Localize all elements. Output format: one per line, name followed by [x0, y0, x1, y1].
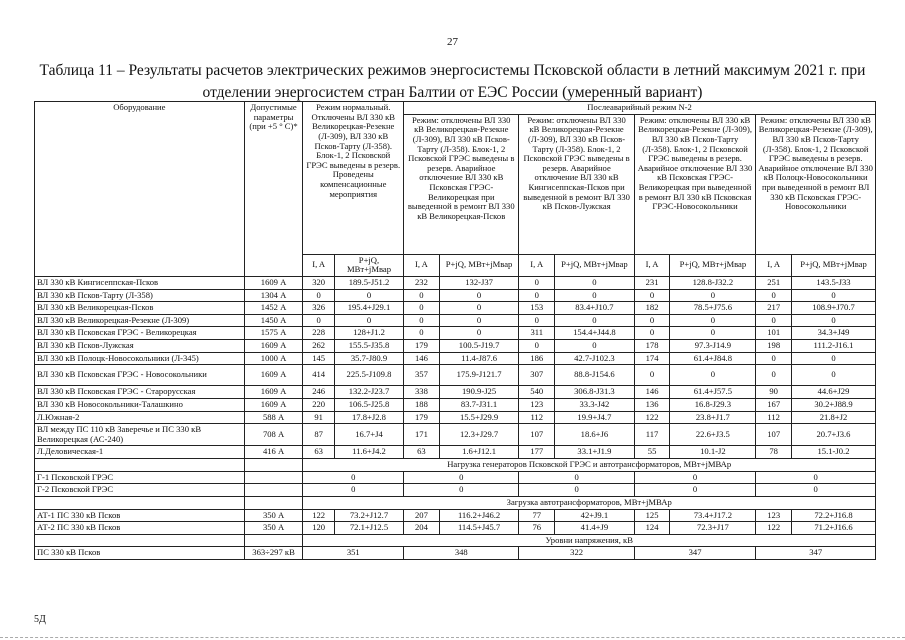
table-cell: 708 А: [244, 424, 303, 446]
table-cell: 0: [519, 276, 555, 289]
table-cell: 112: [519, 411, 555, 424]
table-cell: 0: [404, 314, 440, 327]
table-title: [20, 60, 885, 104]
table-cell: [244, 484, 303, 497]
table-cell: 1609 А: [244, 276, 303, 289]
section-voltage: [35, 534, 876, 547]
table-cell: 72.1+J12.5: [334, 522, 403, 535]
table-cell: 108.9+J70.7: [792, 302, 876, 315]
table-cell: 1575 А: [244, 327, 303, 340]
table-cell: 0: [670, 289, 756, 302]
table-cell: 225.5-J109.8: [334, 365, 403, 386]
header-current: I, A: [519, 254, 555, 276]
table-row: [35, 522, 876, 535]
table-cell: 76: [519, 522, 555, 535]
table-cell: 136: [634, 398, 670, 411]
table-cell: 34.3+J49: [792, 327, 876, 340]
table-cell: 357: [404, 365, 440, 386]
table-cell: 0: [634, 289, 670, 302]
table-cell: 19.9+J4.7: [555, 411, 635, 424]
header-mode-2: Режим: отключены ВЛ 330 кВ Великорецкая-Резекне (Л-309), ВЛ 330 кВ Псков-Тарту (Л-358). Блок-1, 2 Псковской ГРЭС выведены в резерв. Аварийное отключение ВЛ 330 кВ Кингисеппская-Псков при выведенной в ремонт ВЛ 330 кВ Псков-Лужская: [519, 114, 634, 254]
table-cell: 122: [756, 522, 792, 535]
row-label: ВЛ 330 кВ Полоцк-Новосокольники (Л-345): [35, 352, 245, 365]
row-label: ВЛ 330 кВ Великорецкая-Резекне (Л-309): [35, 314, 245, 327]
table-cell: 0: [519, 471, 634, 484]
table-cell: 16.7+J4: [334, 424, 403, 446]
table-cell: 16.8-J29.3: [670, 398, 756, 411]
table-cell: 351: [303, 547, 404, 560]
table-cell: 0: [792, 365, 876, 386]
table-cell: 178: [634, 340, 670, 353]
table-cell: 363÷297 кВ: [244, 547, 303, 560]
table-row: [35, 509, 876, 522]
table-cell: 106.5-J25.8: [334, 398, 403, 411]
table-cell: 0: [670, 365, 756, 386]
row-label: ВЛ между ПС 110 кВ Заверечье и ПС 330 кВ Великорецкая (АС-240): [35, 424, 245, 446]
table-cell: 177: [519, 446, 555, 459]
table-cell: 348: [404, 547, 519, 560]
table-cell: 228: [303, 327, 334, 340]
header-mode-4: Режим: отключены ВЛ 330 кВ Великорецкая-Резекне (Л-309), ВЛ 330 кВ Псков-Тарту (Л-358). Блок-1, 2 Псковской ГРЭС выведены в резерв. Аварийное отключение ВЛ 330 кВ Полоцк-Новосокольники при выведенной в ремонт ВЛ 330 кВ Псковская ГРЭС-Новосокольники: [756, 114, 876, 254]
table-cell: 35.7-J80.9: [334, 352, 403, 365]
table-cell: 107: [756, 424, 792, 446]
table-row: [35, 411, 876, 424]
header-power: P+jQ, МВт+jМвар: [555, 254, 635, 276]
table-cell: 0: [634, 365, 670, 386]
table-cell: 87: [303, 424, 334, 446]
table-cell: 128+J1.2: [334, 327, 403, 340]
table-cell: 124: [634, 522, 670, 535]
table-row: [35, 340, 876, 353]
table-cell: 186: [519, 352, 555, 365]
table-row: [35, 446, 876, 459]
table-cell: 145: [303, 352, 334, 365]
table-cell: 414: [303, 365, 334, 386]
table-cell: 153: [519, 302, 555, 315]
table-cell: 0: [439, 302, 519, 315]
table-cell: 189.5-J51.2: [334, 276, 403, 289]
table-cell: 0: [439, 327, 519, 340]
table-cell: 0: [555, 276, 635, 289]
row-label: ВЛ 330 кВ Псков-Лужская: [35, 340, 245, 353]
table-cell: 33.3-J42: [555, 398, 635, 411]
header-power: P+jQ, МВт+jМвар: [792, 254, 876, 276]
footer-mark: 5Д: [34, 614, 46, 625]
table-cell: 88.8-J154.6: [555, 365, 635, 386]
table-cell: 112: [756, 411, 792, 424]
table-cell: 0: [756, 289, 792, 302]
table-cell: 207: [404, 509, 440, 522]
section-title: Загрузка автотрансформаторов, МВт+jМВАр: [303, 496, 876, 509]
table-cell: 42+J9.1: [555, 509, 635, 522]
table-cell: 63: [303, 446, 334, 459]
header-current: I, A: [756, 254, 792, 276]
table-cell: 116.2+J46.2: [439, 509, 519, 522]
table-cell: 101: [756, 327, 792, 340]
table-cell: 0: [519, 289, 555, 302]
table-cell: 1304 А: [244, 289, 303, 302]
row-label: Л.Деловическая-1: [35, 446, 245, 459]
header-power: P+jQ, МВт+jМвар: [670, 254, 756, 276]
table-cell: 0: [634, 314, 670, 327]
table-cell: 167: [756, 398, 792, 411]
table-cell: 0: [439, 314, 519, 327]
table-cell: 322: [519, 547, 634, 560]
row-label: Г-2 Псковской ГРЭС: [35, 484, 245, 497]
table-cell: 0: [634, 484, 756, 497]
row-label: АТ-1 ПС 330 кВ Псков: [35, 509, 245, 522]
table-cell: 97.3-J14.9: [670, 340, 756, 353]
table-cell: 1609 А: [244, 340, 303, 353]
table-cell: 72.2+J16.8: [792, 509, 876, 522]
table-row: [35, 352, 876, 365]
header-current: I, A: [303, 254, 334, 276]
table-cell: 0: [634, 471, 756, 484]
table-cell: 41.4+J9: [555, 522, 635, 535]
table-cell: 0: [756, 484, 876, 497]
table-cell: 61.4+J84.8: [670, 352, 756, 365]
table-cell: 0: [519, 340, 555, 353]
section-blank: [244, 496, 303, 509]
table-cell: 347: [756, 547, 876, 560]
row-label: ВЛ 330 кВ Кингисеппская-Псков: [35, 276, 245, 289]
table-cell: 78.5+J75.6: [670, 302, 756, 315]
table-cell: 188: [404, 398, 440, 411]
row-label: Л.Южная-2: [35, 411, 245, 424]
table-cell: 20.7+J3.6: [792, 424, 876, 446]
table-cell: 21.8+J2: [792, 411, 876, 424]
table-cell: 0: [756, 314, 792, 327]
table-cell: 0: [756, 471, 876, 484]
table-row: [35, 327, 876, 340]
table-cell: 204: [404, 522, 440, 535]
header-mode-3: Режим: отключены ВЛ 330 кВ Великорецкая-Резекне (Л-309), ВЛ 330 кВ Псков-Тарту (Л-358). Блок-1, 2 Псковской ГРЭС выведены в резерв. Аварийное отключение ВЛ 330 кВ Псковская ГРЭС-Великорецкая при выведенной в ремонт ВЛ 330 кВ Псковская ГРЭС-Новосокольники: [634, 114, 756, 254]
row-label: Г-1 Псковской ГРЭС: [35, 471, 245, 484]
table-cell: 122: [303, 509, 334, 522]
table-cell: 171: [404, 424, 440, 446]
table-cell: 78: [756, 446, 792, 459]
section-blank: [35, 534, 245, 547]
table-row: [35, 302, 876, 315]
header-current: I, A: [634, 254, 670, 276]
section-blank: [35, 459, 245, 472]
row-label: ВЛ 330 кВ Псковская ГРЭС - Новосокольники: [35, 365, 245, 386]
table-cell: 11.4-J87.6: [439, 352, 519, 365]
table-cell: 175.9-J121.7: [439, 365, 519, 386]
table-cell: 174: [634, 352, 670, 365]
table-cell: 0: [670, 314, 756, 327]
header-current: I, A: [404, 254, 440, 276]
table-cell: 1609 А: [244, 398, 303, 411]
table-cell: 350 А: [244, 522, 303, 535]
table-cell: 1000 А: [244, 352, 303, 365]
table-cell: 0: [334, 314, 403, 327]
section-blank: [244, 534, 303, 547]
row-label: ВЛ 330 кВ Новосокольники-Талашкино: [35, 398, 245, 411]
table-cell: 100.5-J19.7: [439, 340, 519, 353]
table-cell: 1452 А: [244, 302, 303, 315]
table-cell: 55: [634, 446, 670, 459]
row-label: АТ-2 ПС 330 кВ Псков: [35, 522, 245, 535]
table-cell: 123: [756, 509, 792, 522]
table-cell: 146: [634, 386, 670, 399]
table-cell: 90: [756, 386, 792, 399]
table-cell: 179: [404, 340, 440, 353]
table-cell: 107: [519, 424, 555, 446]
table-cell: 338: [404, 386, 440, 399]
header-normal-mode: Режим нормальный. Отключены ВЛ 330 кВ Великорецкая-Резекне (Л-309), ВЛ 330 кВ Псков-Тарту (Л-358). Блок-1, 2 Псковской ГРЭС выведены в резерв. Проведены компенсационные мероприятия: [303, 102, 404, 255]
table-cell: 0: [404, 471, 519, 484]
table-cell: 307: [519, 365, 555, 386]
table-cell: 122: [634, 411, 670, 424]
table-cell: 350 А: [244, 509, 303, 522]
table-cell: 63: [404, 446, 440, 459]
table-cell: 117: [634, 424, 670, 446]
table-cell: 120: [303, 522, 334, 535]
table-cell: 0: [404, 484, 519, 497]
table-cell: 71.2+J16.6: [792, 522, 876, 535]
header-mode-1: Режим: отключены ВЛ 330 кВ Великорецкая-Резекне (Л-309), ВЛ 330 кВ Псков-Тарту (Л-358). Блок-1, 2 Псковской ГРЭС выведены в резерв. Аварийное отключение ВЛ 330 кВ Псковская ГРЭС-Великорецкая при выведенной в ремонт ВЛ 330 кВ Великорецкая-Псков: [404, 114, 519, 254]
table-cell: 195.4+J29.1: [334, 302, 403, 315]
table-row: [35, 471, 876, 484]
row-label: ВЛ 330 кВ Псковская ГРЭС - Старорусская: [35, 386, 245, 399]
table-cell: 326: [303, 302, 334, 315]
table-cell: 220: [303, 398, 334, 411]
table-cell: 0: [303, 471, 404, 484]
row-label: ВЛ 330 кВ Псков-Тарту (Л-358): [35, 289, 245, 302]
table-cell: 0: [555, 289, 635, 302]
table-cell: 1609 А: [244, 365, 303, 386]
table-cell: 588 А: [244, 411, 303, 424]
table-cell: 33.1+J1.9: [555, 446, 635, 459]
title-line-2: отделении энергосистем стран Балтии от ЕЭС России (умеренный вариант): [202, 84, 703, 101]
table-cell: 111.2-J16.1: [792, 340, 876, 353]
title-line-1: Таблица 11 – Результаты расчетов электрических режимов энергосистемы Псковской области в летний максимум 2021 г. при: [39, 62, 866, 79]
table-cell: 83.4+J10.7: [555, 302, 635, 315]
table-cell: 0: [303, 289, 334, 302]
table-cell: 231: [634, 276, 670, 289]
table-cell: 1609 А: [244, 386, 303, 399]
table-cell: 123: [519, 398, 555, 411]
results-table: [34, 101, 876, 560]
table-cell: 246: [303, 386, 334, 399]
section-title: Уровни напряжения, кВ: [303, 534, 876, 547]
table-cell: 416 А: [244, 446, 303, 459]
table-cell: 0: [404, 302, 440, 315]
table-cell: 190.9-J25: [439, 386, 519, 399]
table-row: [35, 289, 876, 302]
table-row: [35, 547, 876, 560]
table-cell: 42.7-J102.3: [555, 352, 635, 365]
table-cell: [244, 471, 303, 484]
table-cell: 1.6+J12.1: [439, 446, 519, 459]
table-cell: 0: [555, 314, 635, 327]
table-row: [35, 314, 876, 327]
table-cell: 18.6+J6: [555, 424, 635, 446]
row-label: ВЛ 330 кВ Великорецкая-Псков: [35, 302, 245, 315]
table-cell: 132.2-J23.7: [334, 386, 403, 399]
table-cell: 125: [634, 509, 670, 522]
table-cell: 0: [792, 289, 876, 302]
table-cell: 10.1-J2: [670, 446, 756, 459]
table-cell: 73.2+J12.7: [334, 509, 403, 522]
table-cell: 0: [439, 289, 519, 302]
table-cell: 30.2+J88.9: [792, 398, 876, 411]
header-equipment: Оборудование: [35, 102, 245, 277]
table-cell: 73.4+J17.2: [670, 509, 756, 522]
table-cell: 540: [519, 386, 555, 399]
table-cell: 91: [303, 411, 334, 424]
table-cell: 0: [404, 327, 440, 340]
page-number: 27: [447, 36, 458, 48]
table-row: [35, 484, 876, 497]
table-cell: 217: [756, 302, 792, 315]
table-cell: 262: [303, 340, 334, 353]
table-cell: 306.8-J31.3: [555, 386, 635, 399]
table-cell: 143.5-J33: [792, 276, 876, 289]
table-cell: 114.5+J45.7: [439, 522, 519, 535]
table-row: [35, 276, 876, 289]
row-label: ВЛ 330 кВ Псковская ГРЭС - Великорецкая: [35, 327, 245, 340]
table-cell: 15.1-J0.2: [792, 446, 876, 459]
table-cell: 15.5+J29.9: [439, 411, 519, 424]
table-cell: 0: [334, 289, 403, 302]
section-autotransformers: [35, 496, 876, 509]
table-row: [35, 386, 876, 399]
table-cell: 232: [404, 276, 440, 289]
table-cell: 0: [792, 314, 876, 327]
section-blank: [244, 459, 303, 472]
table-cell: 23.8+J1.7: [670, 411, 756, 424]
table-cell: 0: [792, 352, 876, 365]
table-cell: 0: [404, 289, 440, 302]
table-cell: 132-J37: [439, 276, 519, 289]
table-cell: 0: [303, 484, 404, 497]
section-blank: [35, 496, 245, 509]
table-cell: 347: [634, 547, 756, 560]
row-label: ПС 330 кВ Псков: [35, 547, 245, 560]
table-cell: 251: [756, 276, 792, 289]
section-generators: [35, 459, 876, 472]
table-cell: 0: [555, 340, 635, 353]
table-cell: 320: [303, 276, 334, 289]
table-cell: 0: [756, 352, 792, 365]
table-cell: 0: [519, 484, 634, 497]
table-cell: 22.6+J3.5: [670, 424, 756, 446]
header-post-emergency: Послеаварийный режим N-2: [404, 102, 876, 115]
table-cell: 11.6+J4.2: [334, 446, 403, 459]
table-cell: 146: [404, 352, 440, 365]
header-params: Допустимые параметры (при +5 ° С)*: [244, 102, 303, 277]
table-cell: 72.3+J17: [670, 522, 756, 535]
header-power: P+jQ, МВт+jМвар: [334, 254, 403, 276]
table-cell: 83.7-J31.1: [439, 398, 519, 411]
table-cell: 0: [519, 314, 555, 327]
table-cell: 154.4+J44.8: [555, 327, 635, 340]
table-row: [35, 424, 876, 446]
table-row: [35, 365, 876, 386]
table-cell: 17.8+J2.8: [334, 411, 403, 424]
table-cell: 1450 А: [244, 314, 303, 327]
table-cell: 155.5-J35.8: [334, 340, 403, 353]
table-cell: 0: [634, 327, 670, 340]
table-cell: 44.6+J29: [792, 386, 876, 399]
table-cell: 0: [670, 327, 756, 340]
table-cell: 179: [404, 411, 440, 424]
table-cell: 128.8-J32.2: [670, 276, 756, 289]
table-cell: 182: [634, 302, 670, 315]
table-cell: 311: [519, 327, 555, 340]
table-cell: 198: [756, 340, 792, 353]
header-power: P+jQ, МВт+jМвар: [439, 254, 519, 276]
table-cell: 0: [756, 365, 792, 386]
table-cell: 61.4+J57.5: [670, 386, 756, 399]
table-row: [35, 398, 876, 411]
section-title: Нагрузка генераторов Псковской ГРЭС и автотрансформаторов, МВт+jМВАр: [303, 459, 876, 472]
page-edge-rule: [0, 637, 905, 638]
table-cell: 77: [519, 509, 555, 522]
table-cell: 12.3+J29.7: [439, 424, 519, 446]
table-cell: 0: [303, 314, 334, 327]
